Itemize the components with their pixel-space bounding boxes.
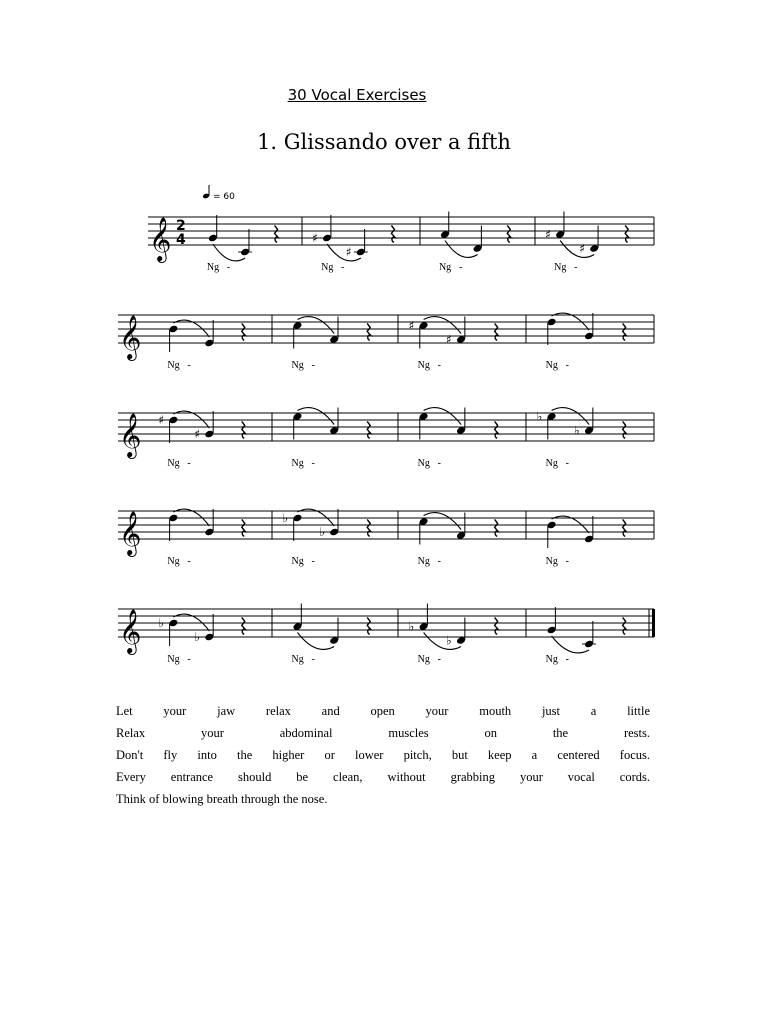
slur [298, 317, 335, 334]
lyric-hyphen: - [311, 458, 315, 469]
quarter-rest-icon [625, 225, 629, 242]
slur [552, 516, 589, 533]
staff-system [118, 604, 655, 666]
flat-icon: ♭ [536, 409, 543, 424]
staff-system [118, 313, 654, 371]
instruction-line: Let your jaw relax and open your mouth just a little [116, 704, 650, 718]
quarter-rest-icon [507, 225, 511, 242]
sharp-icon: ♯ [408, 318, 415, 333]
treble-clef-icon: 𝄞 [119, 315, 142, 359]
lyric-hyphen: - [341, 262, 345, 273]
slur [560, 241, 594, 258]
time-signature-numerator: 2 [176, 218, 186, 234]
quarter-rest-icon [623, 421, 627, 438]
quarter-rest-icon [623, 519, 627, 536]
lyric-hyphen: - [226, 262, 231, 273]
lyric-hyphen: - [311, 360, 315, 371]
flat-icon: ♭ [319, 525, 325, 539]
slur [327, 244, 361, 261]
lyric-syllable: Ng [206, 262, 220, 273]
quarter-rest-icon [242, 323, 246, 340]
sharp-icon: ♯ [312, 231, 318, 245]
lyric-syllable: Ng [417, 556, 430, 567]
time-signature-denominator: 4 [176, 232, 186, 248]
lyric-syllable: Ng [291, 360, 304, 371]
quarter-rest-icon [623, 617, 627, 634]
lyric-hyphen: - [187, 556, 191, 567]
slur [298, 509, 335, 526]
lyric-syllable: Ng [438, 262, 452, 273]
quarter-rest-icon [623, 323, 627, 340]
flat-icon: ♭ [446, 633, 452, 648]
flat-icon: ♭ [574, 423, 580, 438]
flat-icon: ♭ [408, 619, 415, 634]
instruction-line: Think of blowing breath through the nose. [116, 792, 328, 806]
lyric-hyphen: - [565, 360, 569, 371]
instructions [116, 700, 650, 810]
quarter-rest-icon [367, 617, 371, 634]
lyric-hyphen: - [437, 458, 441, 469]
sharp-icon: ♯ [345, 245, 352, 259]
lyric-hyphen: - [311, 556, 315, 567]
exercise-title-text: 1. Glissando over a fifth [257, 130, 511, 154]
quarter-rest-icon [367, 421, 371, 438]
slur [552, 408, 589, 425]
instruction-line: Every entrance should be clean, without grabbing your vocal cords. [116, 770, 650, 784]
lyric-syllable: Ng [545, 556, 558, 567]
quarter-rest-icon [242, 617, 246, 634]
sharp-icon: ♯ [194, 427, 201, 441]
slur [173, 411, 209, 428]
staff-system [148, 212, 654, 274]
treble-clef-icon: 𝄞 [119, 609, 142, 653]
lyric-hyphen: - [565, 458, 569, 469]
lyric-syllable: Ng [545, 458, 558, 469]
flat-icon: ♭ [158, 616, 165, 630]
lyric-syllable: Ng [554, 262, 567, 273]
quarter-rest-icon [242, 421, 246, 438]
lyric-hyphen: - [187, 458, 191, 469]
flat-icon: ♭ [282, 511, 289, 525]
sharp-icon: ♯ [446, 332, 452, 347]
quarter-rest-icon [391, 225, 395, 242]
slur [424, 513, 461, 530]
lyric-syllable: Ng [321, 262, 334, 273]
treble-clef-icon: 𝄞 [149, 217, 172, 261]
lyric-syllable: Ng [417, 654, 430, 665]
document-header-text: 30 Vocal Exercises [287, 86, 427, 104]
lyric-hyphen: - [565, 556, 569, 567]
quarter-rest-icon [275, 225, 279, 242]
quarter-rest-icon [495, 323, 499, 340]
quarter-rest-icon [367, 519, 371, 536]
lyric-hyphen: - [437, 360, 441, 371]
slur [173, 320, 209, 337]
quarter-rest-icon [495, 519, 499, 536]
lyric-syllable: Ng [167, 458, 180, 469]
quarter-rest-icon [495, 617, 499, 634]
staff-system [118, 509, 654, 567]
lyric-syllable: Ng [291, 458, 304, 469]
staff-system [118, 408, 654, 470]
slur [445, 241, 478, 258]
slur [213, 244, 245, 261]
quarter-rest-icon [495, 421, 499, 438]
slur [424, 408, 461, 425]
lyric-hyphen: - [574, 262, 578, 273]
slur [552, 313, 589, 330]
tempo-marking: = 60 [213, 192, 235, 202]
lyric-hyphen: - [187, 654, 191, 665]
lyric-syllable: Ng [167, 654, 180, 665]
lyric-hyphen: - [187, 360, 191, 371]
treble-clef-icon: 𝄞 [119, 413, 142, 457]
lyric-hyphen: - [437, 556, 441, 567]
slur [424, 633, 461, 650]
quarter-rest-icon [242, 519, 246, 536]
lyric-syllable: Ng [291, 654, 304, 665]
lyric-syllable: Ng [291, 556, 304, 567]
lyric-hyphen: - [437, 654, 441, 665]
flat-icon: ♭ [194, 630, 201, 644]
slur [173, 614, 209, 631]
slur [552, 636, 589, 653]
slur [424, 317, 461, 334]
sharp-icon: ♯ [579, 241, 586, 256]
lyric-syllable: Ng [545, 360, 558, 371]
lyric-hyphen: - [311, 654, 315, 665]
slur [298, 408, 335, 425]
lyric-syllable: Ng [545, 654, 558, 665]
instruction-line: Don't fly into the higher or lower pitch, but keep a centered focus. [116, 748, 650, 762]
sharp-icon: ♯ [158, 413, 165, 427]
slur [173, 509, 209, 526]
treble-clef-icon: 𝄞 [119, 511, 142, 555]
final-barline [652, 609, 655, 637]
lyric-syllable: Ng [167, 360, 180, 371]
lyric-hyphen: - [458, 262, 463, 273]
instruction-line: Relax your abdominal muscles on the rests. [116, 726, 650, 740]
quarter-rest-icon [367, 323, 371, 340]
lyric-syllable: Ng [167, 556, 180, 567]
slur [298, 633, 335, 650]
sharp-icon: ♯ [545, 227, 551, 242]
lyric-syllable: Ng [417, 360, 430, 371]
lyric-syllable: Ng [417, 458, 430, 469]
lyric-hyphen: - [565, 654, 569, 665]
